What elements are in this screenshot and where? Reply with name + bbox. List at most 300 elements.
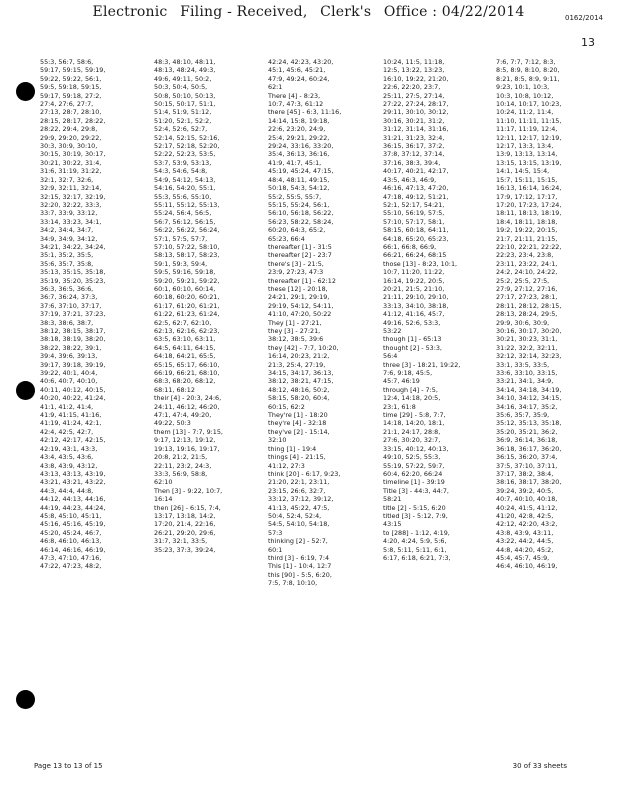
index-line: thought [2] - 53:3,: [383, 343, 442, 352]
binder-hole-top: [16, 82, 35, 101]
index-line: 52:1, 52:17, 54:21,: [383, 200, 445, 209]
index-line: 9:23, 10:1, 10:3,: [496, 83, 550, 92]
index-line: 39:17, 39:18, 39:19,: [40, 360, 106, 369]
index-line: 12:17, 13:3, 13:4,: [496, 142, 554, 151]
index-line: This [1] - 10:4, 12:7: [268, 562, 332, 571]
index-line: 9:17, 12:13, 19:12,: [154, 436, 216, 445]
index-line: 11:10, 11:11, 11:15,: [496, 116, 562, 125]
index-line: 38:12, 38:21, 47:15,: [268, 377, 334, 386]
index-line: 22:10, 22:21, 22:22,: [496, 242, 562, 251]
index-line: 56:10, 56:18, 56:22,: [268, 209, 334, 218]
index-line: 35:1, 35:2, 35:5,: [40, 251, 94, 260]
index-line: 41:9, 41:7, 45:1,: [268, 158, 322, 167]
index-line: 30:16, 30:17, 30:20,: [496, 327, 562, 335]
index-line: 8:21, 8:5, 8:9, 9:11,: [496, 74, 560, 83]
index-line: 10:3, 10:8, 10:12,: [496, 91, 554, 100]
index-line: 48:3, 48:10, 48:11,: [154, 58, 216, 66]
index-line: 38:18, 38:19, 38:20,: [40, 335, 106, 344]
index-line: 52:22, 52:23, 53:5,: [154, 150, 216, 159]
index-line: 47:18, 49:12, 51:21,: [383, 192, 449, 201]
index-line: 27:9, 27:12, 27:16,: [496, 284, 558, 293]
index-line: 41:12, 41:16, 45:7,: [383, 310, 445, 319]
index-line: 49:10, 52:5, 55:3,: [383, 453, 441, 462]
index-line: 58:13, 58:17, 58:23,: [154, 251, 220, 260]
index-line: these [12] - 20:18,: [268, 284, 328, 293]
index-line: 4:20, 4:24, 5:9, 5:6,: [383, 537, 447, 546]
index-line: 42:4, 42:5, 42:7,: [40, 427, 94, 436]
index-line: 33:12, 37:12, 39:12,: [268, 495, 334, 504]
index-line: 39:22, 40:1, 40:4,: [40, 369, 98, 378]
page-number: 13: [581, 36, 595, 49]
index-line: 52:4, 52:6, 52:7,: [154, 125, 208, 134]
header-filing-received: Filing - Received,: [180, 4, 308, 20]
index-line: 23:11, 23:22, 24:1,: [496, 259, 558, 268]
index-line: 28:13, 28:24, 29:5,: [496, 310, 558, 319]
index-line: 59:5, 59:18, 59:15,: [40, 83, 102, 92]
index-line: 15:7, 15:11, 15:15,: [496, 175, 558, 184]
index-line: 66:19, 66:21, 68:10,: [154, 369, 220, 378]
index-line: they [42] - 7:7, 10:20,: [268, 343, 339, 352]
index-line: 44:3, 44:4, 44:8,: [40, 486, 94, 495]
index-line: 30:16, 30:21, 31:2,: [383, 116, 445, 125]
index-line: three [3] - 18:21, 19:22,: [383, 360, 461, 369]
index-line: 16:14, 20:23, 21:2,: [268, 352, 330, 361]
word-index: [40, 58, 608, 718]
index-line: 40:7, 40:10, 40:18,: [496, 495, 558, 504]
index-line: them [13] - 7:7, 9:15,: [154, 427, 223, 436]
index-line: 30:21, 30:22, 31:4,: [40, 158, 102, 167]
index-line: 12:4, 14:18, 20:5,: [383, 394, 441, 403]
index-line: 57:3: [268, 528, 283, 537]
index-line: 39:4, 39:6, 39:13,: [40, 352, 98, 361]
index-line: 34:15, 34:17, 36:13,: [268, 369, 334, 378]
index-line: 62:1: [268, 83, 283, 92]
index-line: 68:3, 68:20, 68:12,: [154, 377, 216, 386]
index-line: 31:6, 31:19, 31:22,: [40, 167, 102, 176]
index-line: third [3] - 6:19, 7:4: [268, 553, 330, 562]
index-line: 43:8, 43:9, 43:12,: [40, 461, 98, 470]
index-line: 42:12, 42:20, 43:2,: [496, 520, 558, 529]
index-line: 33:6, 33:10, 33:15,: [496, 369, 558, 378]
index-line: thinking [2] - 52:7,: [268, 537, 328, 546]
index-line: 46:4, 46:10, 46:19,: [496, 562, 558, 571]
index-line: 10:14, 10:17, 10:23,: [496, 100, 562, 109]
index-line: 45:19, 45:24, 47:15,: [268, 167, 334, 176]
index-line: 54:9, 54:12, 54:13,: [154, 175, 216, 184]
index-line: 36:18, 36:17, 36:20,: [496, 444, 562, 453]
index-line: 23:9, 27:23, 47:3: [268, 268, 324, 277]
index-line: 59:22, 59:22, 56:1,: [40, 74, 102, 83]
index-line: 34:9, 34:9, 34:12,: [40, 234, 98, 243]
index-line: 55:3, 56:7, 58:6,: [40, 58, 94, 66]
index-line: though [1] - 65:13: [383, 335, 442, 344]
index-line: 46:8, 46:10, 46:13,: [40, 537, 102, 546]
index-line: They [1] - 27:21,: [268, 318, 322, 327]
index-line: 38:12, 38:5, 39:6: [268, 335, 324, 344]
index-line: 27:13, 28:7, 28:10,: [40, 108, 102, 117]
index-line: Title [3] - 44:3, 44:7,: [383, 486, 449, 495]
header-clerks: Clerk's: [320, 4, 372, 20]
index-line: think [20] - 6:17, 9:23,: [268, 469, 341, 478]
index-line: 33:21, 34:1, 34:9,: [496, 377, 554, 386]
index-line: 37:6, 37:10, 37:17,: [40, 301, 102, 310]
index-line: 58:21: [383, 495, 402, 504]
index-line: 60:4, 62:20, 66:24: [383, 469, 443, 478]
index-line: 28:15, 28:17, 28:22,: [40, 116, 106, 125]
index-line: timeline [1] - 39:19: [383, 478, 445, 487]
index-line: 54:5, 54:10, 54:18,: [268, 520, 330, 529]
document-stamp: 0162/2014: [565, 14, 603, 22]
index-line: 27:6, 30:20, 32:7,: [383, 436, 441, 445]
index-line: 32:12, 32:14, 32:23,: [496, 352, 562, 361]
index-line: 34:2, 34:4, 34:7,: [40, 226, 94, 235]
index-line: 45:1, 45:6, 45:21,: [268, 66, 326, 75]
index-line: those [13] - 8:23, 10:1,: [383, 259, 458, 268]
index-line: 40:6, 40:7, 40:10,: [40, 377, 98, 386]
index-line: 50:18, 54:3, 54:12,: [268, 184, 330, 193]
index-line: 17:9, 17:12, 17:17,: [496, 192, 558, 201]
index-line: 53:7, 53:9, 53:13,: [154, 158, 212, 167]
index-line: 57:1, 57:5, 57:7,: [154, 234, 208, 243]
index-line: 49:16, 52:6, 53:3,: [383, 318, 441, 327]
index-line: 5:8, 5:11, 5:11, 6:1,: [383, 545, 447, 554]
index-line: 45:16, 45:16, 45:19,: [40, 520, 106, 529]
index-line: 45:8, 45:10, 45:11,: [40, 511, 102, 520]
index-line: 21:11, 29:10, 29:10,: [383, 293, 449, 302]
index-line: 59:17, 59:15, 59:19,: [40, 66, 106, 75]
index-line: 35:23, 37:3, 39:24,: [154, 545, 216, 554]
index-line: 52:17, 52:18, 52:20,: [154, 142, 220, 151]
index-line: There [4] - 8:23,: [268, 91, 321, 100]
index-line: 36:3, 36:5, 36:6,: [40, 284, 94, 293]
index-line: 41:13, 45:22, 47:5,: [268, 503, 330, 512]
index-line: 16:13, 16:14, 16:24,: [496, 184, 562, 193]
index-line: 42:24, 42:23, 43:20,: [268, 58, 334, 66]
index-line: 55:11, 55:12, 55:13,: [154, 200, 220, 209]
index-line: things [4] - 21:15,: [268, 453, 326, 462]
index-line: 55:10, 56:19, 57:5,: [383, 209, 445, 218]
index-column-4: [383, 58, 487, 718]
index-line: 33:13, 34:10, 38:18,: [383, 301, 449, 310]
index-line: 12:5, 13:22, 13:23,: [383, 66, 445, 75]
index-line: 32:1, 32:7, 32:6,: [40, 175, 94, 184]
index-line: 50:15, 50:17, 51:1,: [154, 100, 216, 109]
index-line: 35:6, 35:7, 35:9,: [496, 411, 550, 420]
index-line: 54:3, 54:6, 54:8,: [154, 167, 208, 176]
index-line: 43:22, 44:2, 44:5,: [496, 537, 554, 546]
index-line: 34:16, 34:17, 35:2,: [496, 402, 558, 411]
index-line: 66:1, 66:8, 66:9,: [383, 242, 437, 251]
index-line: 47:22, 47:23, 48:2,: [40, 562, 102, 571]
index-line: 26:21, 29:20, 29:6,: [154, 528, 216, 537]
index-line: 55:2, 55:5, 55:7,: [268, 192, 322, 201]
index-line: 57:10, 57:17, 58:1,: [383, 217, 445, 226]
index-line: 32:20, 32:22, 33:3,: [40, 200, 102, 209]
index-line: 35:4, 36:13, 36:16,: [268, 150, 330, 159]
index-line: 21:20, 22:1, 23:11,: [268, 478, 330, 487]
index-line: 44:8, 44:20, 45:2,: [496, 545, 554, 554]
index-line: 20:21, 21:5, 21:10,: [383, 284, 445, 293]
index-line: 7:6, 7:7, 7:12, 8:3,: [496, 58, 556, 66]
index-line: 50:4, 52:4, 52:4,: [268, 511, 322, 520]
index-line: 39:24, 39:2, 40:5,: [496, 486, 554, 495]
index-line: 21:3, 25:4, 27:19,: [268, 360, 326, 369]
index-line: 43:4, 43:5, 43:6,: [40, 453, 94, 462]
index-line: 46:14, 46:16, 46:19,: [40, 545, 106, 554]
index-line: 46:16, 47:13, 47:20,: [383, 184, 449, 193]
index-line: 41:20, 42:8, 42:5,: [496, 511, 554, 520]
index-line: 34:14, 34:18, 34:19,: [496, 385, 562, 394]
index-line: 33:15, 40:12, 40:13,: [383, 444, 449, 453]
index-line: there's [3] - 21:5,: [268, 259, 324, 268]
index-line: 35:20, 35:21, 36:2,: [496, 427, 558, 436]
index-line: 29:19, 54:12, 54:11,: [268, 301, 334, 310]
index-line: 13:9, 13:13, 13:14,: [496, 150, 558, 159]
index-line: 14:18, 14:20, 18:1,: [383, 419, 445, 428]
index-line: they [3] - 27:21,: [268, 327, 321, 335]
index-line: 61:17, 61:20, 61:21,: [154, 301, 220, 310]
index-line: to [288] - 1:12, 4:19,: [383, 528, 450, 537]
index-line: 60:18, 60:20, 60:21,: [154, 293, 220, 302]
index-line: 28:22, 29:4, 29:8,: [40, 125, 98, 134]
index-line: 48:13, 48:24, 49:3,: [154, 66, 216, 75]
index-line: 50:3, 50:4, 50:5,: [154, 83, 208, 92]
index-line: 20:8, 21:2, 21:5,: [154, 453, 208, 462]
index-line: 55:19, 57:22, 59:7,: [383, 461, 445, 470]
index-line: then [26] - 6:15, 7:4,: [154, 503, 221, 512]
index-line: 47:9, 49:24, 60:24,: [268, 74, 330, 83]
index-line: 68:11, 68:12: [154, 385, 195, 394]
index-line: thing [1] - 19:4: [268, 444, 317, 453]
index-line: 11:17, 11:19, 12:4,: [496, 125, 558, 134]
index-line: 6:17, 6:18, 6:21, 7:3,: [383, 553, 451, 562]
index-line: 16:14, 19:22, 20:5,: [383, 276, 445, 285]
index-line: 35:13, 35:15, 35:18,: [40, 268, 106, 277]
index-line: 44:19, 44:23, 44:24,: [40, 503, 106, 512]
index-line: 53:22: [383, 327, 402, 335]
index-line: 18:11, 18:13, 18:19,: [496, 209, 562, 218]
index-line: 59:17, 59:18, 27:2,: [40, 91, 102, 100]
index-line: 38:12, 38:15, 38:17,: [40, 327, 106, 335]
index-line: 7:5, 7:8, 10:10,: [268, 579, 318, 588]
index-column-1: [40, 58, 144, 718]
index-line: 59:1, 59:3, 59:4,: [154, 259, 208, 268]
index-line: 41:10, 47:20, 50:22: [268, 310, 332, 319]
index-line: 50:8, 50:10, 50:13,: [154, 91, 216, 100]
index-line: 37:17, 38:2, 38:4,: [496, 469, 554, 478]
index-line: 22:11, 23:2, 24:3,: [154, 461, 212, 470]
index-line: thereafter [1] - 31:5: [268, 242, 332, 251]
index-line: 36:9, 36:14, 36:18,: [496, 436, 558, 445]
index-line: 48:12, 48:16, 50:2,: [268, 385, 330, 394]
index-line: 49:6, 49:11, 50:2,: [154, 74, 212, 83]
index-line: 32:9, 32:11, 32:14,: [40, 184, 102, 193]
index-line: 14:1, 14:5, 15:4,: [496, 167, 550, 176]
index-line: 10:24, 11:5, 11:18,: [383, 58, 445, 66]
index-line: 30:15, 30:19, 30:17,: [40, 150, 106, 159]
header-office-date: Office : 04/22/2014: [383, 4, 525, 20]
index-line: titled [3] - 5:12, 7:9,: [383, 511, 448, 520]
index-line: 62:10: [154, 478, 173, 487]
index-line: 47:1, 47:4, 49:20,: [154, 411, 212, 420]
index-line: 19:2, 19:22, 20:15,: [496, 226, 558, 235]
index-line: 35:19, 35:20, 35:23,: [40, 276, 106, 285]
index-line: 43:21, 43:21, 43:22,: [40, 478, 106, 487]
index-line: 22:6, 23:20, 24:9,: [268, 125, 326, 134]
index-column-5: [496, 58, 600, 718]
index-line: 51:20, 52:1, 52:2,: [154, 116, 212, 125]
index-line: 41:9, 41:15, 41:16,: [40, 411, 102, 420]
index-line: 60:1: [268, 545, 283, 554]
index-line: 61:22, 61:23, 61:24,: [154, 310, 220, 319]
index-line: 25:4, 29:21, 29:22,: [268, 133, 330, 142]
index-line: 42:19, 43:1, 43:3,: [40, 444, 98, 453]
index-line: 59:20, 59:21, 59:22,: [154, 276, 220, 285]
index-line: thereafter [2] - 23:7: [268, 251, 332, 260]
index-line: 40:11, 40:12, 40:15,: [40, 385, 106, 394]
index-line: 25:2, 25:5, 27:5,: [496, 276, 550, 285]
index-line: 64:18, 65:20, 65:23,: [383, 234, 449, 243]
index-line: 56:7, 56:12, 56:15,: [154, 217, 216, 226]
index-line: 37:8, 37:12, 37:14,: [383, 150, 445, 159]
index-line: 16:14: [154, 495, 173, 504]
index-line: 34:10, 34:12, 34:15,: [496, 394, 562, 403]
index-line: 44:12, 44:13, 44:16,: [40, 495, 106, 504]
index-line: 27:22, 27:24, 28:17,: [383, 100, 449, 109]
index-line: 37:16, 38:3, 39:4,: [383, 158, 441, 167]
index-line: 24:2, 24:10, 24:22,: [496, 268, 558, 277]
index-line: 56:4: [383, 352, 398, 361]
index-line: 36:7, 36:24, 37:3,: [40, 293, 98, 302]
index-line: 27:17, 27:23, 28:1,: [496, 293, 558, 302]
index-line: 40:17, 40:21, 42:17,: [383, 167, 449, 176]
index-line: 31:22, 32:2, 32:11,: [496, 343, 558, 352]
index-line: 21:1, 24:17, 28:8,: [383, 427, 441, 436]
index-line: 19:13, 19:16, 19:17,: [154, 444, 220, 453]
index-line: they're [4] - 32:18: [268, 419, 327, 428]
footer-sheet-count: 30 of 33 sheets: [512, 762, 567, 770]
index-line: 17:20, 17:23, 17:24,: [496, 200, 562, 209]
binder-hole-bottom: [16, 690, 35, 709]
index-line: 33:14, 33:23, 34:1,: [40, 217, 102, 226]
index-line: 42:12, 42:17, 42:15,: [40, 436, 106, 445]
index-line: 58:15, 60:18, 64:11,: [383, 226, 449, 235]
index-line: 64:5, 64:11, 64:15,: [154, 343, 216, 352]
index-line: 28:11, 28:12, 28:15,: [496, 301, 562, 310]
index-line: 40:24, 41:5, 41:12,: [496, 503, 558, 512]
footer-page-range: Page 13 to 13 of 15: [34, 762, 103, 770]
index-line: 33:3, 56:9, 58:8,: [154, 469, 208, 478]
index-line: 30:3, 30:9, 30:10,: [40, 142, 98, 151]
index-line: 55:15, 55:24, 56:1,: [268, 200, 330, 209]
index-line: 35:12, 35:13, 35:18,: [496, 419, 562, 428]
index-line: 65:23, 66:4: [268, 234, 305, 243]
index-line: 10:7, 47:3, 61:12: [268, 100, 324, 109]
index-line: 10:24, 11:2, 11:4,: [496, 108, 554, 117]
index-line: 66:21, 66:24, 68:15: [383, 251, 447, 260]
index-line: 60:1, 60:10, 60:14,: [154, 284, 216, 293]
index-line: 35:6, 35:7, 35:8,: [40, 259, 94, 268]
index-line: their [4] - 20:3, 24:6,: [154, 394, 222, 403]
index-line: 56:23, 58:22, 58:24,: [268, 217, 334, 226]
index-column-3: [268, 58, 372, 718]
index-line: title [2] - 5:15, 6:20: [383, 503, 446, 512]
index-line: 29:24, 33:16, 33:20,: [268, 142, 334, 151]
index-line: 31:21, 31:23, 32:4,: [383, 133, 445, 142]
index-line: 22:23, 23:4, 23:8,: [496, 251, 554, 260]
index-line: 31:12, 31:14, 31:16,: [383, 125, 449, 134]
index-line: 23:1, 61:8: [383, 402, 416, 411]
index-line: 59:5, 59:16, 59:18,: [154, 268, 216, 277]
header-electronic: Electronic: [92, 4, 168, 20]
index-line: 37:19, 37:21, 37:23,: [40, 310, 106, 319]
index-line: 55:3, 55:6, 55:10,: [154, 192, 212, 201]
index-line: this [90] - 5:5, 6:20,: [268, 570, 332, 579]
index-line: 56:22, 56:22, 56:24,: [154, 226, 220, 235]
index-line: 36:15, 36:20, 37:4,: [496, 453, 558, 462]
index-line: 7:6, 9:18, 45:5,: [383, 369, 433, 378]
index-line: 29:9, 29:20, 29:22,: [40, 133, 102, 142]
index-line: 38:22, 38:22, 39:1,: [40, 343, 102, 352]
index-line: 51:4, 51:9, 51:12,: [154, 108, 212, 117]
binder-hole-middle: [16, 381, 35, 400]
index-line: 40:20, 40:22, 41:24,: [40, 394, 106, 403]
index-line: thereafter [1] - 62:12: [268, 276, 336, 285]
index-line: 13:17, 13:18, 14:2,: [154, 511, 216, 520]
index-line: 41:19, 41:24, 42:1,: [40, 419, 102, 428]
index-line: 37:5, 37:10, 37:11,: [496, 461, 558, 470]
index-line: 27:4, 27:6, 27:7,: [40, 100, 94, 109]
index-line: 58:15, 58:20, 60:4,: [268, 394, 330, 403]
index-line: 18:4, 18:11, 18:18,: [496, 217, 558, 226]
index-line: 49:22, 50:3: [154, 419, 191, 428]
index-line: 43:8, 43:9, 43:11,: [496, 528, 554, 537]
index-line: 43:13, 43:13, 43:19,: [40, 469, 106, 478]
index-line: there [45] - 6:3, 11:16,: [268, 108, 342, 117]
index-line: 43:15: [383, 520, 402, 529]
index-line: 17:20, 21:4, 22:16,: [154, 520, 216, 529]
index-line: 62:5, 62:7, 62:10,: [154, 318, 212, 327]
index-line: 63:5, 63:10, 63:11,: [154, 335, 216, 344]
index-line: 54:16, 54:20, 55:1,: [154, 184, 216, 193]
index-line: 29:11, 30:10, 30:12,: [383, 108, 449, 117]
index-line: 45:20, 45:24, 46:7,: [40, 528, 102, 537]
index-line: 32:10: [268, 436, 287, 445]
index-line: 36:15, 36:17, 37:2,: [383, 142, 445, 151]
index-line: 21:7, 21:11, 21:15,: [496, 234, 558, 243]
index-line: through [4] - 7:5,: [383, 385, 438, 394]
index-line: 60:15, 62:2: [268, 402, 305, 411]
index-line: 55:24, 56:4, 56:5,: [154, 209, 212, 218]
index-line: 33:7, 33:9, 33:12,: [40, 209, 98, 218]
index-line: 48:4, 48:11, 49:15,: [268, 175, 330, 184]
index-line: 25:11, 27:5, 27:14,: [383, 91, 445, 100]
index-line: 12:11, 12:17, 12:19,: [496, 133, 562, 142]
index-line: 65:15, 65:17, 66:10,: [154, 360, 220, 369]
index-line: 34:21, 34:22, 34:24,: [40, 242, 106, 251]
index-line: 13:15, 13:15, 13:19,: [496, 158, 562, 167]
index-line: 57:10, 57:22, 58:10,: [154, 242, 220, 251]
index-line: 14:14, 15:8, 19:18,: [268, 116, 330, 125]
index-line: they've [2] - 15:14,: [268, 427, 330, 436]
index-line: 24:11, 46:12, 46:20,: [154, 402, 220, 411]
index-line: 41:1, 41:2, 41:4,: [40, 402, 94, 411]
index-line: 16:10, 19:22, 21:20,: [383, 74, 449, 83]
index-line: time [29] - 5:8, 7:7,: [383, 411, 446, 420]
index-line: Then [3] - 9:22, 10:7,: [154, 486, 223, 495]
index-line: 43:5, 46:3, 46:9,: [383, 175, 437, 184]
index-line: 32:15, 32:17, 32:19,: [40, 192, 106, 201]
